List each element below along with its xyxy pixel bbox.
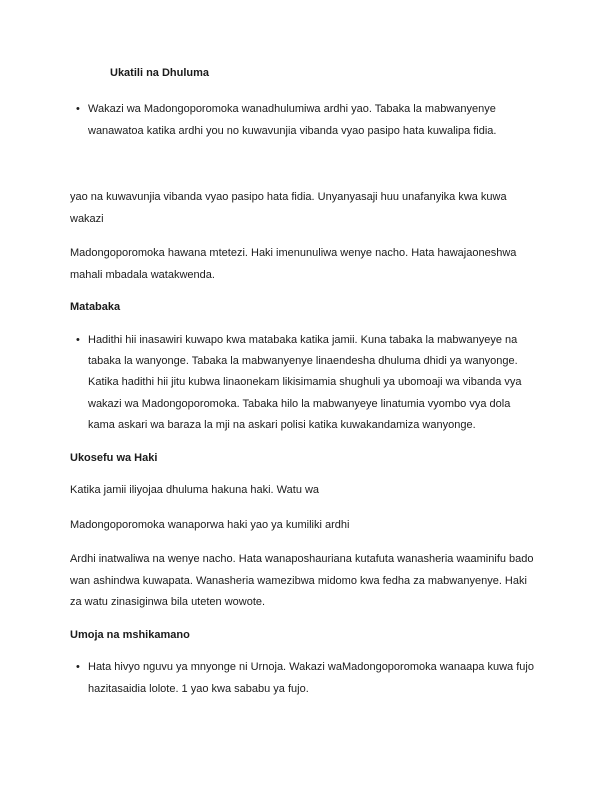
document-title: Ukatili na Dhuluma	[110, 67, 210, 79]
bullet-icon: •	[76, 333, 80, 346]
paragraph: Madongoporomoka hawana mtetezi. Haki imenunuliwa wenye nacho. Hata hawajaoneshwa mahali mbadala watakwenda.	[70, 247, 517, 281]
paragraph: Ardhi inatwaliwa na wenye nacho. Hata wanaposhauriana kutafuta wanasheria waaminifu bado wan ashindwa kuwapata. Wanasheria wamezibwa midomo kwa fedha za mabwanyenye. Haki za watu zinasiginwa bila uteten wowote.	[70, 553, 534, 609]
paragraph: Katika jamii iliyojaa dhuluma hakuna haki. Watu wa	[70, 484, 320, 497]
paragraph: Madongoporomoka wanaporwa haki yao ya kumiliki ardhi	[70, 518, 350, 531]
bullet-item	[70, 657, 540, 700]
section-heading-ukosefu-wa-haki: Ukosefu wa Haki	[70, 451, 158, 464]
bullet-item	[70, 330, 540, 437]
bullet-text: Hadithi hii inasawiri kuwapo kwa matabaka katika jamii. Kuna tabaka la mabwanyeye na tabaka la wanyonge. Tabaka la mabwanyenye linaendesha dhuluma dhidi ya wanyonge. Katika hadithi hii jitu kubwa linaonekam likisimamia shughuli ya ubomoaji wa vibanda vya wakazi wa Madongoporomoka. Tabaka hilo la mabwanyeye linatumia vyombo vya dola kama askari wa baraza la mji na askari polisi katika kuwakandamiza wanyonge.	[88, 333, 522, 432]
section-heading-matabaka: Matabaka	[70, 301, 121, 314]
bullet-text: Hata hivyo nguvu ya mnyonge ni Urnoja. Wakazi waMadongoporomoka wanaapa kuwa fujo hazitasaidia lolote. 1 yao kwa sababu ya fujo.	[88, 661, 534, 695]
bullet-icon: •	[76, 103, 80, 116]
bullet-icon: •	[76, 661, 80, 674]
bullet-item	[70, 99, 540, 142]
bullet-text: Wakazi wa Madongoporomoka wanadhulumiwa ardhi yao. Tabaka la mabwanyenye wanawatoa katika ardhi you no kuwavunjia vibanda vyao pasipo hata kuwalipa fidia.	[88, 103, 497, 137]
paragraph: yao na kuwavunjia vibanda vyao pasipo hata fidia. Unyanyasaji huu unafanyika kwa kuwa wakazi	[70, 191, 507, 225]
section-heading-umoja-na-mshikamano: Umoja na mshikamano	[70, 628, 190, 641]
blank-space	[70, 155, 540, 187]
